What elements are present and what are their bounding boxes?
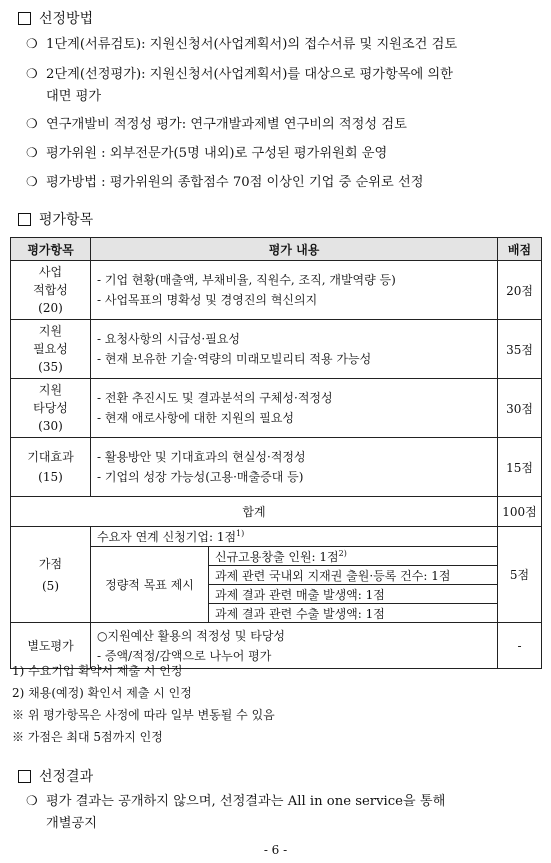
item-line: (15): [38, 470, 63, 484]
content-cell: [91, 379, 498, 438]
header-score: 배점: [498, 238, 542, 261]
checkbox-square-icon: [18, 770, 31, 783]
quant-item: 과제 결과 관련 매출 발생액: 1점: [209, 585, 498, 604]
content-line: ○지원예산 활용의 적정성 및 타당성: [97, 628, 286, 643]
content-line: - 현재 보유한 기술·역량의 미래모빌리티 적용 가능성: [97, 352, 372, 366]
table-row: [11, 261, 542, 320]
item-line: 가점: [38, 556, 63, 571]
item-line: 지원: [38, 324, 63, 338]
total-label: 합계: [11, 497, 498, 527]
checkbox-square-icon: [18, 213, 31, 226]
section-heading-evaluation-items: [18, 209, 93, 229]
quant-item: 과제 결과 관련 수출 발생액: 1점: [209, 604, 498, 623]
item-cell: [11, 261, 91, 320]
section-title: 선정방법: [39, 11, 94, 27]
bonus-item-cell: [11, 527, 91, 623]
page-number: - 6 -: [263, 843, 288, 857]
item-line: (5): [42, 578, 59, 593]
item-cell: [11, 379, 91, 438]
separate-score-cell: -: [498, 623, 542, 669]
item-line: 기대효과: [27, 450, 74, 464]
content-line: - 현재 애로사항에 대한 지원의 필요성: [97, 411, 295, 425]
bonus-row: [11, 527, 542, 547]
footnote: ※ 가점은 최대 5점까지 인정: [12, 730, 163, 744]
quant-target-label: 정량적 목표 제시: [91, 547, 209, 623]
total-score: 100점: [498, 497, 542, 527]
list-item: [26, 64, 537, 108]
circle-bullet-icon: ❍: [26, 117, 38, 132]
bullet-text: 평가방법 : 평가위원의 종합점수 70점 이상인 기업 중 순위로 선정: [46, 175, 424, 190]
score-cell: 20점: [498, 261, 542, 320]
content-line: - 증액/적정/감액으로 나누어 평가: [97, 648, 272, 663]
total-row: [11, 497, 542, 527]
footnote-ref: 2): [338, 548, 347, 558]
score-cell: 35점: [498, 320, 542, 379]
content-cell: [91, 438, 498, 497]
bonus-row: [11, 547, 542, 566]
footnote: 2) 채용(예정) 확인서 제출 시 인정: [12, 686, 192, 700]
section-heading-selection-method: [18, 8, 93, 28]
bonus-demand-text: 수요자 연계 신청기업: 1점: [97, 530, 237, 544]
content-line: - 기업의 성장 가능성(고용·매출증대 등): [97, 470, 304, 484]
item-line: 타당성: [33, 401, 68, 415]
quant-item-text: 신규고용창출 인원: 1점: [215, 549, 339, 564]
separate-item-cell: 별도평가: [11, 623, 91, 669]
item-cell: [11, 438, 91, 497]
table-row: [11, 438, 542, 497]
content-line: - 전환 추진시도 및 결과분석의 구체성·적정성: [97, 391, 333, 405]
quant-item: 과제 관련 국내외 지재권 출원·등록 건수: 1점: [209, 566, 498, 585]
item-line: 지원: [38, 383, 63, 397]
score-cell: 30점: [498, 379, 542, 438]
item-line: (30): [38, 419, 63, 433]
content-line: - 사업목표의 명확성 및 경영진의 혁신의지: [97, 293, 318, 307]
item-line: (35): [38, 360, 63, 374]
content-line: - 요청사항의 시급성·필요성: [97, 332, 241, 346]
section-heading-selection-result: [18, 766, 93, 786]
bullet-text: 2단계(선정평가): 지원신청서(사업계획서)를 대상으로 평가항목에 의한: [46, 67, 453, 82]
list-item: [26, 34, 537, 56]
list-item: [26, 114, 537, 136]
list-item: [26, 143, 537, 165]
footnote: 1) 수요기업 확약서 제출 시 인정: [12, 664, 183, 678]
bullet-text: 1단계(서류검토): 지원신청서(사업계획서)의 접수서류 및 지원조건 검토: [46, 37, 458, 52]
table-row: [11, 379, 542, 438]
item-cell: [11, 320, 91, 379]
content-line: - 활용방안 및 기대효과의 현실성·적정성: [97, 450, 306, 464]
circle-bullet-icon: ❍: [26, 794, 38, 809]
bullet-continuation: 대면 평가: [46, 89, 102, 104]
table-header-row: [11, 238, 542, 261]
circle-bullet-icon: ❍: [26, 67, 38, 82]
evaluation-table: [10, 237, 542, 669]
bullet-text: 연구개발비 적정성 평가: 연구개발과제별 연구비의 적정성 검토: [46, 117, 407, 132]
bonus-score-cell: 5점: [498, 527, 542, 623]
header-content: 평가 내용: [91, 238, 498, 261]
item-line: 사업: [38, 265, 63, 279]
circle-bullet-icon: ❍: [26, 37, 38, 52]
score-cell: 15점: [498, 438, 542, 497]
list-item: [26, 172, 537, 194]
content-cell: [91, 320, 498, 379]
checkbox-square-icon: [18, 12, 31, 25]
circle-bullet-icon: ❍: [26, 175, 38, 190]
list-item: [26, 791, 537, 835]
section-title: 선정결과: [39, 769, 94, 785]
footnote-ref: 1): [236, 529, 245, 538]
bonus-demand-cell: [91, 527, 498, 547]
bullet-continuation: 개별공지: [46, 816, 97, 831]
item-line: 필요성: [33, 342, 68, 356]
item-line: 적합성: [33, 283, 68, 297]
quant-item: [209, 547, 498, 566]
bullet-text: 평가 결과는 공개하지 않으며, 선정결과는 All in one service을 통해: [46, 794, 446, 809]
content-line: - 기업 현황(매출액, 부채비율, 직원수, 조직, 개발역량 등): [97, 273, 396, 287]
footnote: ※ 위 평가항목은 사정에 따라 일부 변동될 수 있음: [12, 708, 275, 722]
content-cell: [91, 261, 498, 320]
circle-bullet-icon: ❍: [26, 146, 38, 161]
bullet-text: 평가위원 : 외부전문가(5명 내외)로 구성된 평가위원회 운영: [46, 146, 388, 161]
section-title: 평가항목: [39, 212, 94, 228]
header-item: 평가항목: [11, 238, 91, 261]
item-line: (20): [38, 301, 63, 315]
table-row: [11, 320, 542, 379]
